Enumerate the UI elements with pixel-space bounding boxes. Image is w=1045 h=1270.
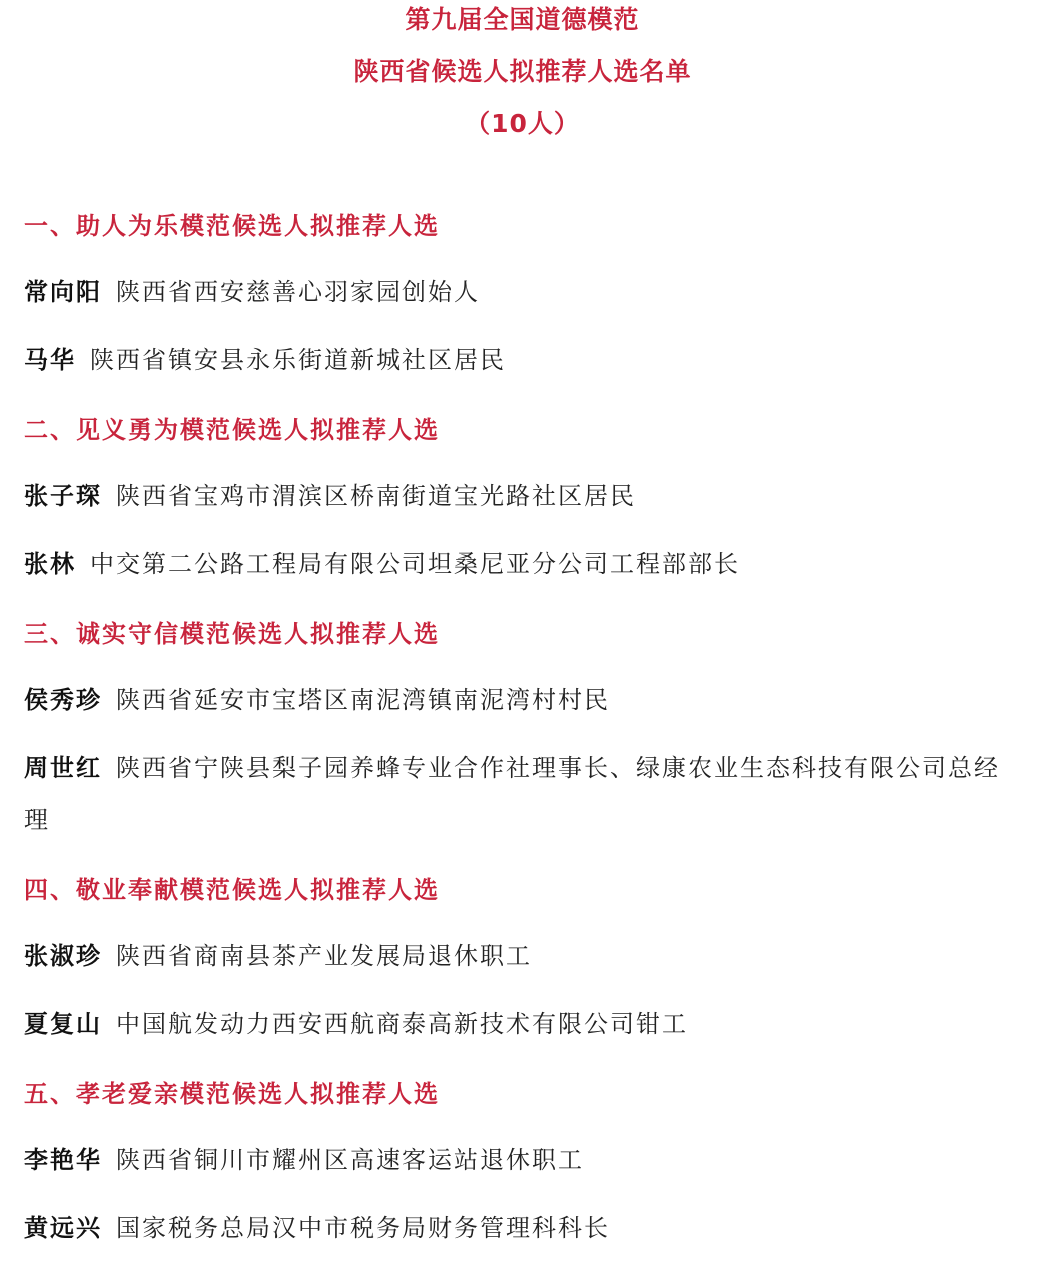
person-name: 常向阳 (24, 278, 102, 306)
header-subtitle: 陕西省候选人拟推荐人选名单 (353, 57, 692, 86)
header-count: （10人） (465, 109, 580, 138)
list-item (24, 1134, 1024, 1186)
person-name: 张子琛 (24, 482, 102, 510)
list-item (24, 998, 1024, 1050)
candidate-list (24, 198, 1024, 1270)
person-desc: 陕西省镇安县永乐街道新城社区居民 (90, 346, 506, 374)
list-item (24, 266, 1024, 318)
list-item (24, 674, 1024, 726)
person-desc: 陕西省西安慈善心羽家园创始人 (116, 278, 480, 306)
section-title-2: 二、见义勇为模范候选人拟推荐人选 (24, 416, 440, 444)
list-item (24, 930, 1024, 982)
list-item (24, 538, 1024, 590)
list-item (24, 334, 1024, 386)
person-desc: 陕西省宁陕县梨子园养蜂专业合作社理事长、绿康农业生态科技有限公司总经理 (24, 754, 1000, 834)
person-name: 黄远兴 (24, 1214, 102, 1242)
person-desc: 中国航发动力西安西航商泰高新技术有限公司钳工 (116, 1010, 688, 1038)
list-item (24, 1202, 1024, 1254)
person-desc: 陕西省延安市宝塔区南泥湾镇南泥湾村村民 (116, 686, 610, 714)
person-desc: 陕西省宝鸡市渭滨区桥南街道宝光路社区居民 (116, 482, 636, 510)
section-title-1: 一、助人为乐模范候选人拟推荐人选 (24, 212, 440, 240)
person-name: 马华 (24, 346, 76, 374)
person-name: 夏复山 (24, 1010, 102, 1038)
person-name: 李艳华 (24, 1146, 102, 1174)
header-title: 第九届全国道德模范 (405, 5, 640, 34)
section-title-5: 五、孝老爱亲模范候选人拟推荐人选 (24, 1080, 440, 1108)
person-name: 张淑珍 (24, 942, 102, 970)
person-desc: 国家税务总局汉中市税务局财务管理科科长 (116, 1214, 610, 1242)
list-item (24, 742, 1024, 846)
person-name: 侯秀珍 (24, 686, 102, 714)
list-item (24, 470, 1024, 522)
person-desc: 陕西省铜川市耀州区高速客运站退休职工 (116, 1146, 584, 1174)
person-desc: 中交第二公路工程局有限公司坦桑尼亚分公司工程部部长 (90, 550, 740, 578)
document-header (0, 0, 1045, 150)
person-name: 张林 (24, 550, 76, 578)
section-title-3: 三、诚实守信模范候选人拟推荐人选 (24, 620, 440, 648)
person-name: 周世红 (24, 754, 102, 782)
section-title-4: 四、敬业奉献模范候选人拟推荐人选 (24, 876, 440, 904)
person-desc: 陕西省商南县茶产业发展局退休职工 (116, 942, 532, 970)
